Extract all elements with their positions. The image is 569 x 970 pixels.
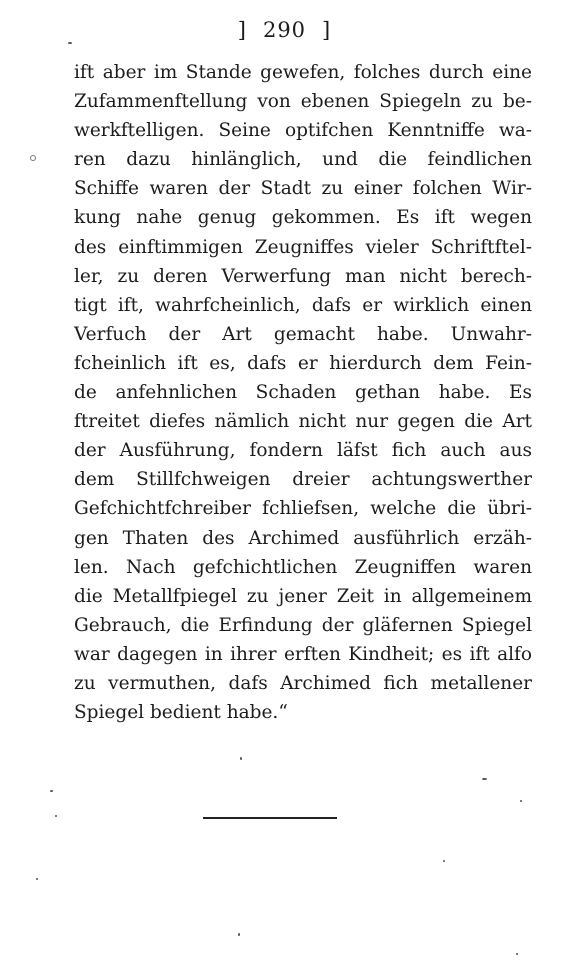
text-line: fcheinlich ift es, dafs er hierdurch dem Fein- (74, 352, 532, 374)
scan-speck (482, 778, 487, 780)
body-paragraph (74, 58, 532, 727)
text-line: Zufammenftellung von ebenen Spiegeln zu be- (74, 91, 532, 113)
scan-speck (68, 42, 72, 44)
scan-speck (240, 757, 242, 760)
scan-speck (36, 878, 38, 880)
text-line: Schiffe waren der Stadt zu einer folchen Wir- (74, 178, 532, 200)
page-header (0, 18, 569, 42)
text-line: Gefchichtfchreiber fchliefsen, welche die übri- (74, 498, 532, 520)
page-number: 290 (262, 18, 307, 42)
text-line: Gebrauch, die Erfindung der gläfernen Spiegel (74, 614, 532, 636)
text-line: ftreitet diefes nämlich nicht nur gegen die Art (74, 411, 532, 433)
header-close-bracket: ] (322, 18, 332, 42)
text-line: de anfehnlichen Schaden gethan habe. Es (74, 382, 532, 404)
text-line: gen Thaten des Archimed ausführlich erzäh- (74, 527, 532, 549)
text-line: ren dazu hinlänglich, und die feindlichen (74, 149, 532, 171)
scan-speck (55, 815, 57, 817)
text-line-final: Spiegel bedient habe.“ (74, 702, 288, 724)
text-line: tigt ift, wahrfcheinlich, dafs er wirklich einen (74, 294, 532, 316)
scan-speck (516, 953, 518, 955)
text-line: len. Nach gefchichtlichen Zeugniffen waren (74, 556, 532, 578)
text-line: des einftimmigen Zeugniffes vieler Schriftftel- (74, 236, 532, 258)
text-line: dem Stillfchweigen dreier achtungswerther (74, 469, 532, 491)
text-line: ift aber im Stande gewefen, folches durch eine (74, 62, 532, 83)
text-line: ler, zu deren Verwerfung man nicht berech- (74, 265, 532, 287)
scan-speck (520, 800, 522, 802)
section-divider-rule (203, 817, 337, 819)
text-line: werkftelligen. Seine optifchen Kenntniffe wa- (74, 120, 532, 142)
scan-speck (443, 860, 445, 862)
scan-speck (30, 155, 36, 161)
text-line: der Ausführung, fondern läfst fich auch aus (74, 440, 532, 462)
text-line: kung nahe genug gekommen. Es ift wegen (74, 207, 532, 229)
scan-speck (50, 790, 53, 792)
scan-speck (238, 933, 240, 936)
text-line: die Metallfpiegel zu jener Zeit in allgemeinem (74, 585, 532, 607)
header-open-bracket: ] (237, 18, 247, 42)
text-line: Verfuch der Art gemacht habe. Unwahr- (74, 323, 532, 345)
text-line: war dagegen in ihrer erften Kindheit; es ift alfo (74, 643, 532, 665)
text-line: zu vermuthen, dafs Archimed fich metallener (74, 672, 532, 694)
